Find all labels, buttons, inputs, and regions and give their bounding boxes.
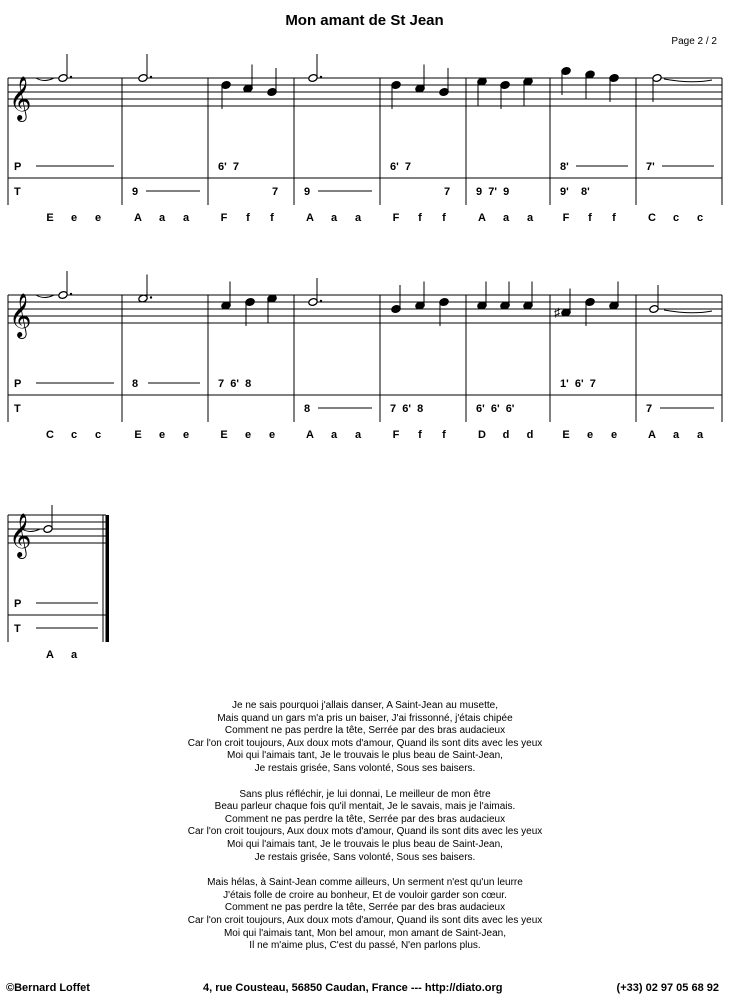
dot-mark <box>320 76 322 78</box>
chord-symbol: e <box>586 429 594 441</box>
chord-symbol: a <box>672 429 680 441</box>
chord-symbol: F <box>220 212 228 224</box>
lyric-line: Comment ne pas perdre la tête, Serrée par des bras audacieux <box>224 813 506 825</box>
chord-symbol: d <box>526 429 534 441</box>
lyric-line: J'étais folle de croire au bonheur, Et de vouloir garder son cœur. <box>223 889 507 901</box>
chord-symbol: a <box>182 212 190 224</box>
music-system-3 <box>0 505 729 665</box>
lyric-line: Je restais grisée, Sans volonté, Sous ses baisers. <box>254 851 476 863</box>
chord-symbol: C <box>648 212 656 224</box>
chord-symbol: e <box>94 212 102 224</box>
push-row-label: P <box>14 161 22 173</box>
push-button-number: 8' <box>560 161 569 173</box>
page-number: Page 2 / 2 <box>671 36 717 47</box>
lyric-line: Moi qui l'aimais tant, Je le trouvais le plus beau de Saint-Jean, <box>227 838 503 850</box>
tie-mark <box>664 79 712 82</box>
push-row-label: P <box>14 378 22 390</box>
lyric-line: Sans plus réfléchir, je lui donnai, Le meilleur de mon être <box>239 788 491 800</box>
pull-row-label: T <box>14 403 21 415</box>
chord-symbol: f <box>418 212 422 224</box>
chord-symbol: C <box>46 429 54 441</box>
push-button-number: 7 6' 8 <box>218 378 252 390</box>
lyrics-stanza-2 <box>100 789 630 865</box>
pull-button-number: 9 <box>304 186 311 198</box>
lyric-line: Je ne sais pourquoi j'allais danser, A Saint-Jean au musette, <box>232 700 498 711</box>
pull-button-number: 9' 8' <box>560 186 590 198</box>
chord-symbol: E <box>220 429 228 441</box>
push-row-label: P <box>14 598 22 610</box>
dot-mark <box>70 76 72 78</box>
chord-symbol: c <box>70 429 78 441</box>
chord-symbol: a <box>502 212 510 224</box>
chord-symbol: A <box>306 429 314 441</box>
lyric-line: Je restais grisée, Sans volonté, Sous ses baisers. <box>254 762 476 774</box>
pull-button-number: 9 7' 9 <box>476 186 510 198</box>
lyric-line: Moi qui l'aimais tant, Je le trouvais le plus beau de Saint-Jean, <box>227 750 503 762</box>
lyric-line: Mais quand un gars m'a pris un baiser, J'ai frissonné, j'étais chipée <box>217 712 513 724</box>
lyrics-stanza-3 <box>100 877 630 953</box>
chord-symbol: e <box>182 429 190 441</box>
chord-symbol: d <box>502 429 510 441</box>
push-button-number: 6' 7 <box>218 161 239 173</box>
chord-symbol: f <box>442 212 446 224</box>
lyric-line: Moi qui l'aimais tant, Mon bel amour, mon amant de Saint-Jean, <box>223 927 507 939</box>
chord-symbol: E <box>46 212 54 224</box>
chord-symbol: a <box>158 212 166 224</box>
chord-symbol: c <box>94 429 102 441</box>
chord-symbol: a <box>354 212 362 224</box>
lyric-line: Car l'on croit toujours, Aux doux mots d'amour, Quand ils sont dits avec les yeux <box>187 914 543 926</box>
lyric-line: Car l'on croit toujours, Aux doux mots d'amour, Quand ils sont dits avec les yeux <box>187 826 543 838</box>
pull-button-number: 7 <box>444 186 451 198</box>
music-system-2 <box>0 285 729 445</box>
chord-symbol: e <box>70 212 78 224</box>
chord-symbol: a <box>330 429 338 441</box>
chord-symbol: f <box>270 212 274 224</box>
dot-mark <box>320 300 322 302</box>
music-system-1 <box>0 70 729 230</box>
chord-symbol: f <box>246 212 250 224</box>
chord-symbol: D <box>478 429 486 441</box>
footer-address: 4, rue Cousteau, 56850 Caudan, France --- http://diato.org <box>203 982 503 994</box>
lyric-line: Mais hélas, à Saint-Jean comme ailleurs, Un serment n'est qu'un leurre <box>207 877 523 889</box>
push-button-number: 1' 6' 7 <box>560 378 596 390</box>
lyric-line: Comment ne pas perdre la tête, Serrée par des bras audacieux <box>224 902 506 914</box>
final-bar-line <box>106 515 109 642</box>
chord-symbol: F <box>562 212 570 224</box>
page-title: Mon amant de St Jean <box>285 12 444 29</box>
chord-symbol: f <box>612 212 616 224</box>
pull-button-number: 7 <box>646 403 653 415</box>
dot-mark <box>70 293 72 295</box>
pull-row-label: T <box>14 186 21 198</box>
pull-button-number: 7 <box>272 186 279 198</box>
chord-symbol: A <box>134 212 142 224</box>
treble-clef-icon: 𝄞 <box>9 295 32 337</box>
treble-clef-icon: 𝄞 <box>9 515 32 557</box>
chord-symbol: a <box>70 649 78 661</box>
chord-symbol: E <box>562 429 570 441</box>
chord-symbol: a <box>526 212 534 224</box>
sharp-icon: ♯ <box>554 305 560 320</box>
lyrics <box>100 700 630 966</box>
chord-symbol: F <box>392 212 400 224</box>
chord-symbol: A <box>46 649 54 661</box>
pull-button-number: 8 <box>304 403 311 415</box>
chord-symbol: F <box>392 429 400 441</box>
chord-symbol: e <box>158 429 166 441</box>
tie-mark <box>664 310 712 313</box>
chord-symbol: c <box>672 212 680 224</box>
chord-symbol: a <box>330 212 338 224</box>
footer-author: ©Bernard Loffet <box>6 982 90 994</box>
push-button-number: 8 <box>132 378 139 390</box>
pull-button-number: 7 6' 8 <box>390 403 424 415</box>
dot-mark <box>150 296 152 298</box>
chord-symbol: e <box>610 429 618 441</box>
chord-symbol: f <box>588 212 592 224</box>
push-button-number: 6' 7 <box>390 161 411 173</box>
chord-symbol: f <box>418 429 422 441</box>
push-button-number: 7' <box>646 161 655 173</box>
footer-phone: (+33) 02 97 05 68 92 <box>616 982 719 994</box>
chord-symbol: A <box>306 212 314 224</box>
chord-symbol: e <box>244 429 252 441</box>
lyric-line: Beau parleur chaque fois qu'il mentait, Je le savais, mais je l'aimais. <box>214 801 516 813</box>
chord-symbol: c <box>696 212 704 224</box>
pull-row-label: T <box>14 623 21 635</box>
chord-symbol: f <box>442 429 446 441</box>
treble-clef-icon: 𝄞 <box>9 78 32 120</box>
lyric-line: Comment ne pas perdre la tête, Serrée par des bras audacieux <box>224 725 506 737</box>
lyric-line: Il ne m'aime plus, C'est du passé, N'en parlons plus. <box>249 940 481 952</box>
pull-button-number: 9 <box>132 186 139 198</box>
pull-button-number: 6' 6' 6' <box>476 403 515 415</box>
chord-symbol: e <box>268 429 276 441</box>
lyric-line: Car l'on croit toujours, Aux doux mots d'amour, Quand ils sont dits avec les yeux <box>187 737 543 749</box>
lyrics-stanza-1 <box>100 700 630 776</box>
chord-symbol: a <box>354 429 362 441</box>
chord-symbol: A <box>648 429 656 441</box>
dot-mark <box>150 76 152 78</box>
chord-symbol: A <box>478 212 486 224</box>
chord-symbol: a <box>696 429 704 441</box>
chord-symbol: E <box>134 429 142 441</box>
